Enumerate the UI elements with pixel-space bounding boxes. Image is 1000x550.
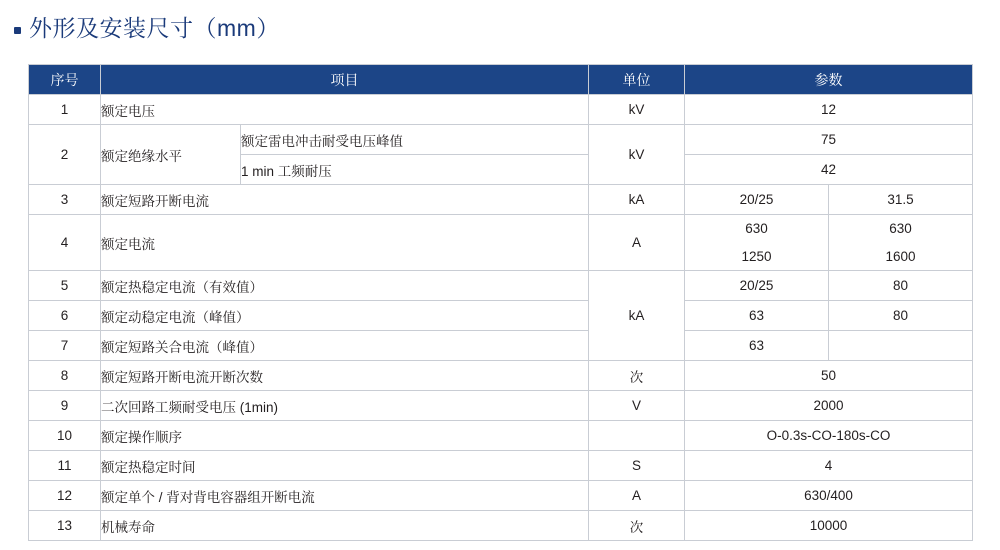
row-item: 额定动稳定电流（峰值） bbox=[101, 301, 589, 331]
row-unit: kV bbox=[589, 95, 685, 125]
row-item: 额定短路开断电流 bbox=[101, 185, 589, 215]
header-no: 序号 bbox=[29, 65, 101, 95]
table-row bbox=[29, 125, 973, 155]
row-item: 额定单个 / 背对背电容器组开断电流 bbox=[101, 481, 589, 511]
row-param: 50 bbox=[685, 361, 973, 391]
row-subitem: 额定雷电冲击耐受电压峰值 bbox=[241, 125, 589, 155]
row-param-2 bbox=[829, 331, 973, 361]
table-row bbox=[29, 95, 973, 125]
header-unit: 单位 bbox=[589, 65, 685, 95]
table-row bbox=[29, 421, 973, 451]
row-unit: kA bbox=[589, 185, 685, 215]
table-row bbox=[29, 331, 973, 361]
row-item: 额定短路关合电流（峰值） bbox=[101, 331, 589, 361]
row-param: O-0.3s-CO-180s-CO bbox=[685, 421, 973, 451]
row-param-2: 31.5 bbox=[829, 185, 973, 215]
row-param: 75 bbox=[685, 125, 973, 155]
row-param: 2000 bbox=[685, 391, 973, 421]
row-param: 4 bbox=[685, 451, 973, 481]
row-param-1: 1250 bbox=[685, 243, 829, 271]
row-param-2: 1600 bbox=[829, 243, 973, 271]
header-param: 参数 bbox=[685, 65, 973, 95]
table-row bbox=[29, 511, 973, 541]
row-unit: kA bbox=[589, 271, 685, 361]
row-param-2: 80 bbox=[829, 271, 973, 301]
row-no: 1 bbox=[29, 95, 101, 125]
row-unit bbox=[589, 421, 685, 451]
row-item: 额定短路开断电流开断次数 bbox=[101, 361, 589, 391]
row-item: 额定热稳定电流（有效值） bbox=[101, 271, 589, 301]
row-item: 额定电压 bbox=[101, 95, 589, 125]
row-no: 8 bbox=[29, 361, 101, 391]
page-title bbox=[0, 0, 1000, 42]
table-row bbox=[29, 391, 973, 421]
row-param: 12 bbox=[685, 95, 973, 125]
row-unit: kV bbox=[589, 125, 685, 185]
row-no: 4 bbox=[29, 215, 101, 271]
row-item: 额定操作顺序 bbox=[101, 421, 589, 451]
row-item: 二次回路工频耐受电压 (1min) bbox=[101, 391, 589, 421]
square-bullet-icon bbox=[14, 27, 21, 34]
row-no: 12 bbox=[29, 481, 101, 511]
row-unit: A bbox=[589, 215, 685, 271]
table-row bbox=[29, 361, 973, 391]
row-no: 3 bbox=[29, 185, 101, 215]
row-item: 额定热稳定时间 bbox=[101, 451, 589, 481]
table-row bbox=[29, 215, 973, 243]
specification-table bbox=[28, 64, 973, 541]
header-item: 项目 bbox=[101, 65, 589, 95]
row-unit: S bbox=[589, 451, 685, 481]
table-row bbox=[29, 301, 973, 331]
row-no: 11 bbox=[29, 451, 101, 481]
row-param-1: 63 bbox=[685, 301, 829, 331]
row-param-1: 20/25 bbox=[685, 185, 829, 215]
row-param-1: 63 bbox=[685, 331, 829, 361]
row-param-1: 20/25 bbox=[685, 271, 829, 301]
row-subitem: 1 min 工频耐压 bbox=[241, 155, 589, 185]
row-param-2: 80 bbox=[829, 301, 973, 331]
row-param: 42 bbox=[685, 155, 973, 185]
row-no: 7 bbox=[29, 331, 101, 361]
row-no: 13 bbox=[29, 511, 101, 541]
table-row bbox=[29, 451, 973, 481]
row-no: 2 bbox=[29, 125, 101, 185]
row-no: 9 bbox=[29, 391, 101, 421]
row-param: 630/400 bbox=[685, 481, 973, 511]
row-item: 额定绝缘水平 bbox=[101, 125, 241, 185]
table-row bbox=[29, 185, 973, 215]
table-row bbox=[29, 271, 973, 301]
row-item: 机械寿命 bbox=[101, 511, 589, 541]
row-param-2: 630 bbox=[829, 215, 973, 243]
page-title-text: 外形及安装尺寸（mm） bbox=[29, 14, 280, 41]
row-unit: 次 bbox=[589, 361, 685, 391]
row-item: 额定电流 bbox=[101, 215, 589, 271]
row-unit: 次 bbox=[589, 511, 685, 541]
row-no: 5 bbox=[29, 271, 101, 301]
table-header-row bbox=[29, 65, 973, 95]
row-unit: A bbox=[589, 481, 685, 511]
row-no: 10 bbox=[29, 421, 101, 451]
row-no: 6 bbox=[29, 301, 101, 331]
table-row bbox=[29, 481, 973, 511]
row-param-1: 630 bbox=[685, 215, 829, 243]
row-unit: V bbox=[589, 391, 685, 421]
row-param: 10000 bbox=[685, 511, 973, 541]
